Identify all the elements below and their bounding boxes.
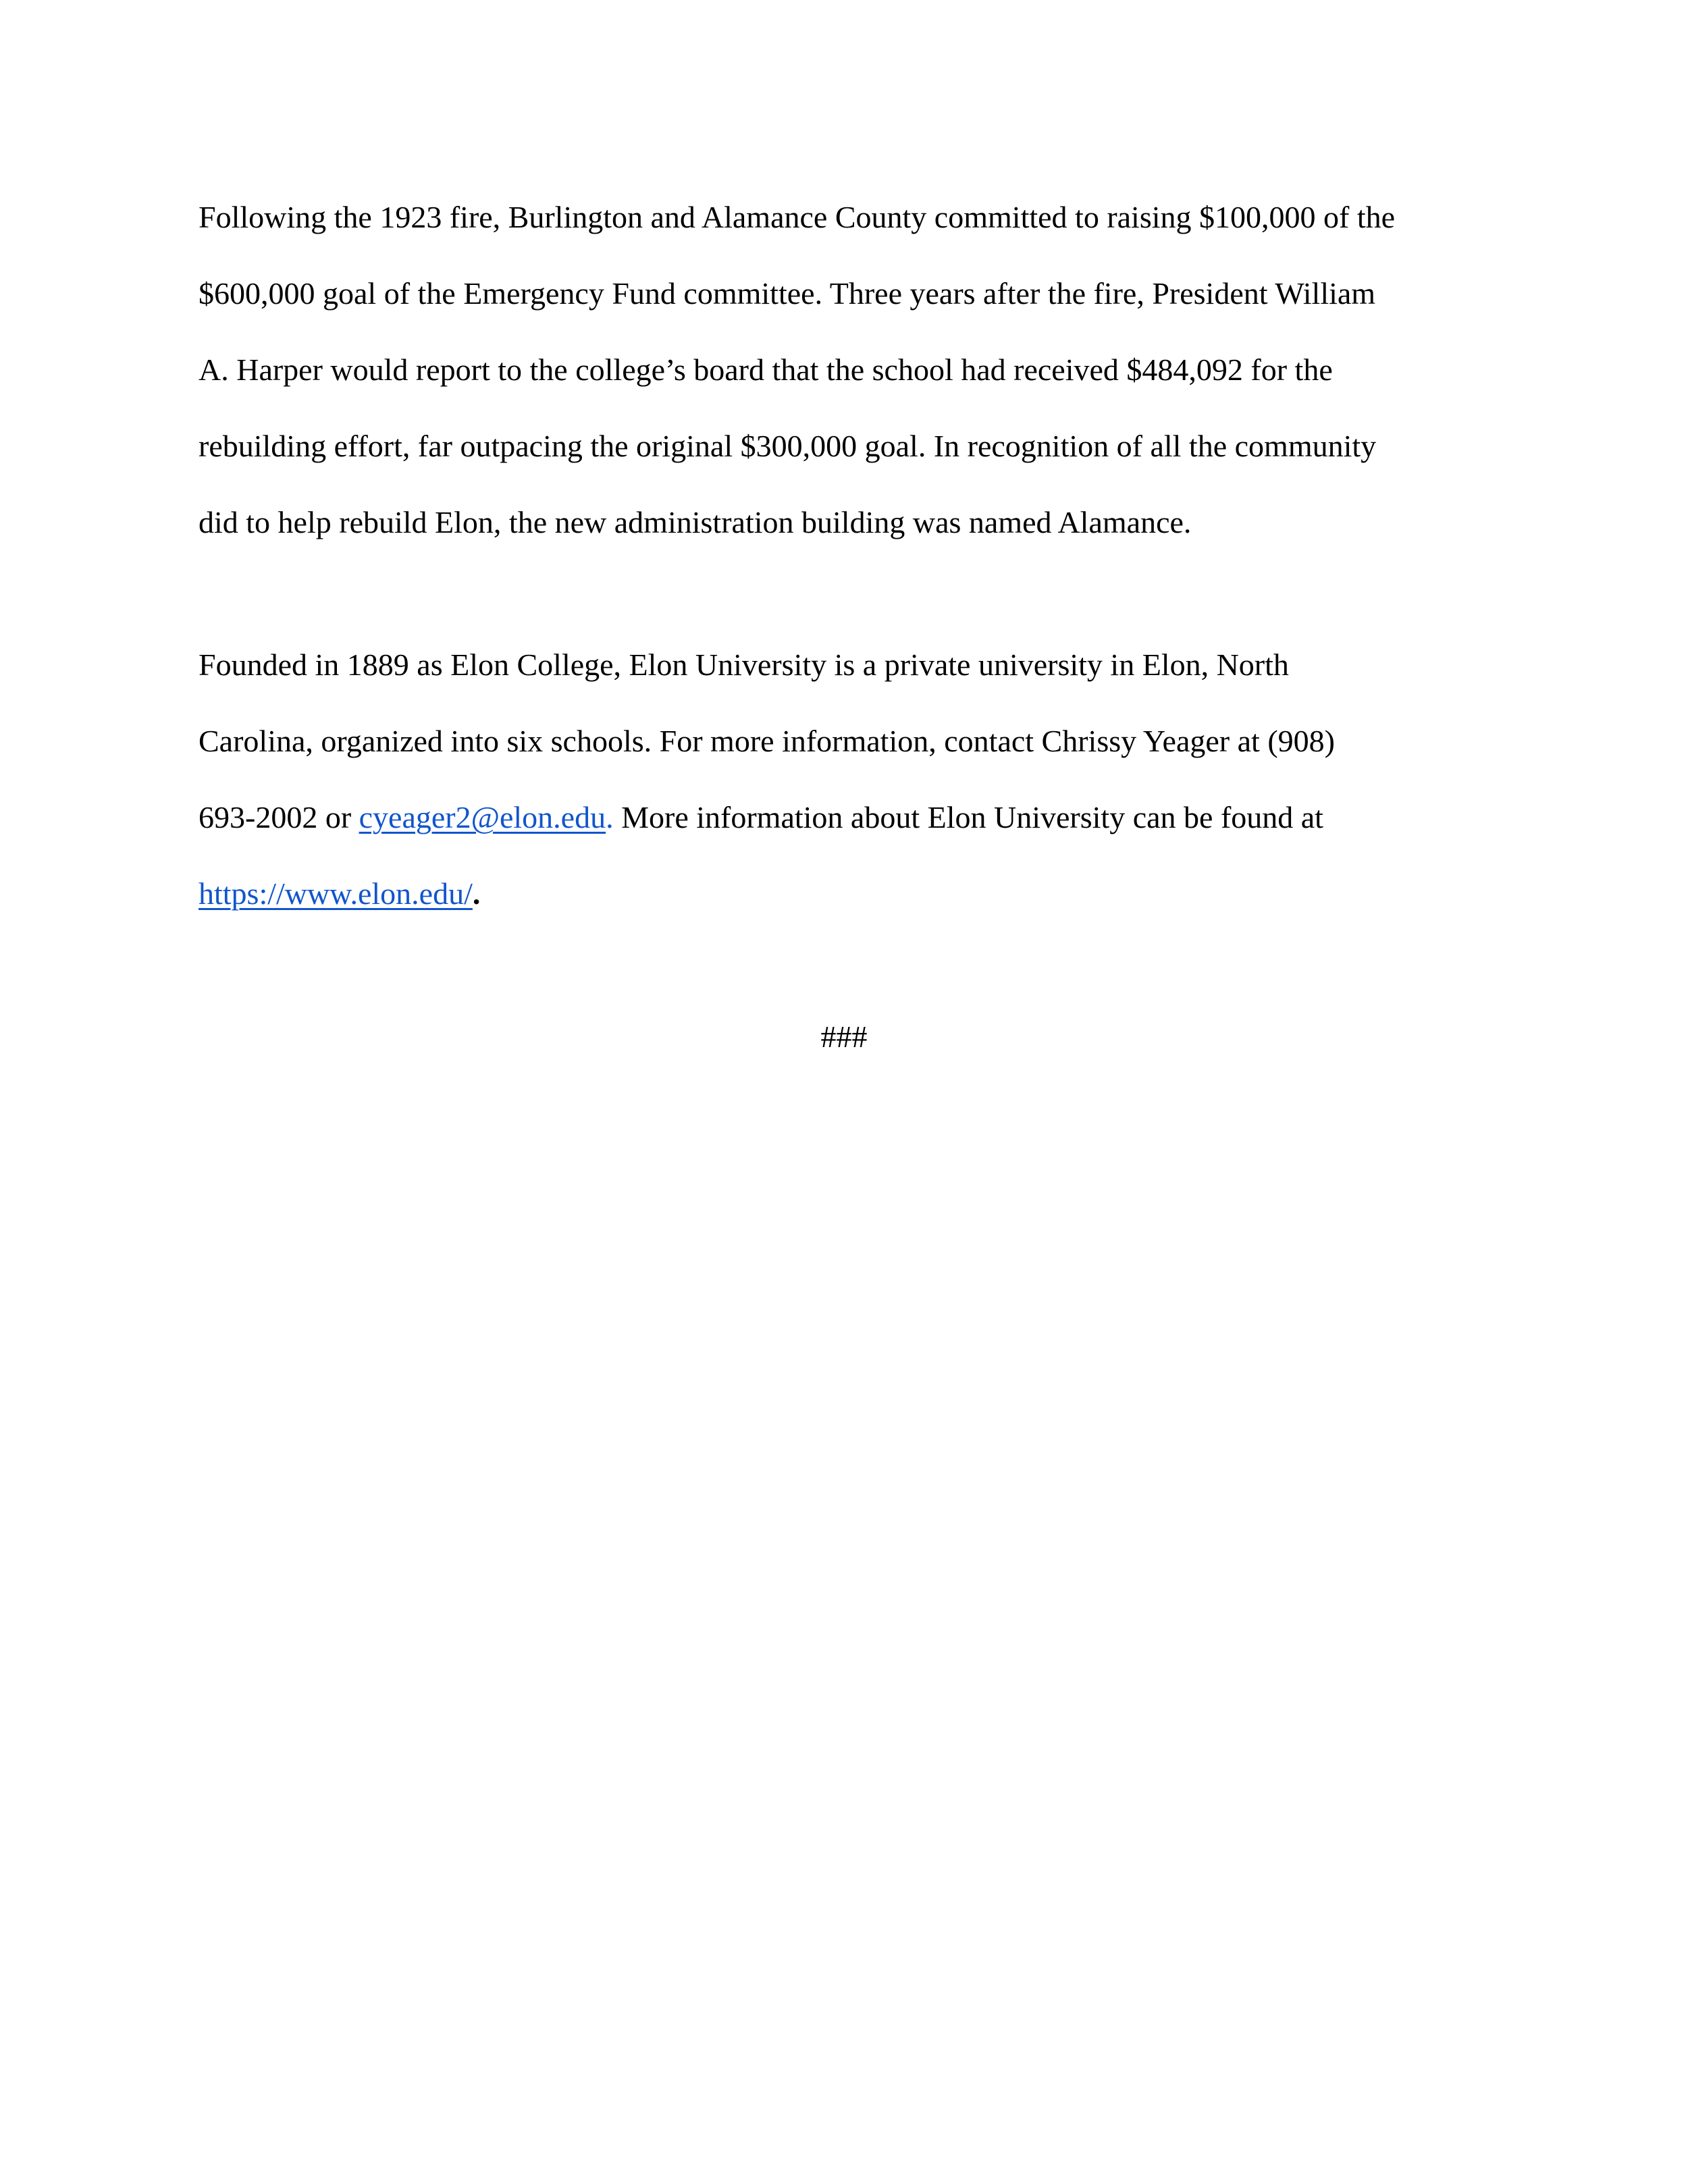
paragraph-line: Carolina, organized into six schools. For more information, contact Chrissy Yeager at (908) [199, 724, 1335, 758]
email-period: . [606, 800, 614, 834]
website-period: . [472, 876, 481, 911]
paragraph-line: did to help rebuild Elon, the new administration building was named Alamance. [199, 505, 1192, 539]
website-link[interactable]: https://www.elon.edu/ [199, 876, 473, 911]
email-link[interactable]: cyeager2@elon.edu [359, 800, 606, 834]
paragraph-line-contact [199, 799, 1323, 836]
paragraph-line: $600,000 goal of the Emergency Fund committee. Three years after the fire, President William [199, 276, 1376, 311]
paragraph-line-website [199, 875, 480, 913]
paragraph-line: Following the 1923 fire, Burlington and Alamance County committed to raising $100,000 of the [199, 200, 1396, 234]
end-of-release-mark: ### [820, 1019, 868, 1054]
paragraph-line: Founded in 1889 as Elon College, Elon University is a private university in Elon, North [199, 647, 1289, 682]
paragraph-line: A. Harper would report to the college’s board that the school had received $484,092 for the [199, 352, 1333, 387]
contact-phone-text: 693-2002 or [199, 800, 359, 834]
paragraph-line: rebuilding effort, far outpacing the original $300,000 goal. In recognition of all the community [199, 429, 1377, 463]
more-info-text: More information about Elon University can be found at [613, 800, 1323, 834]
